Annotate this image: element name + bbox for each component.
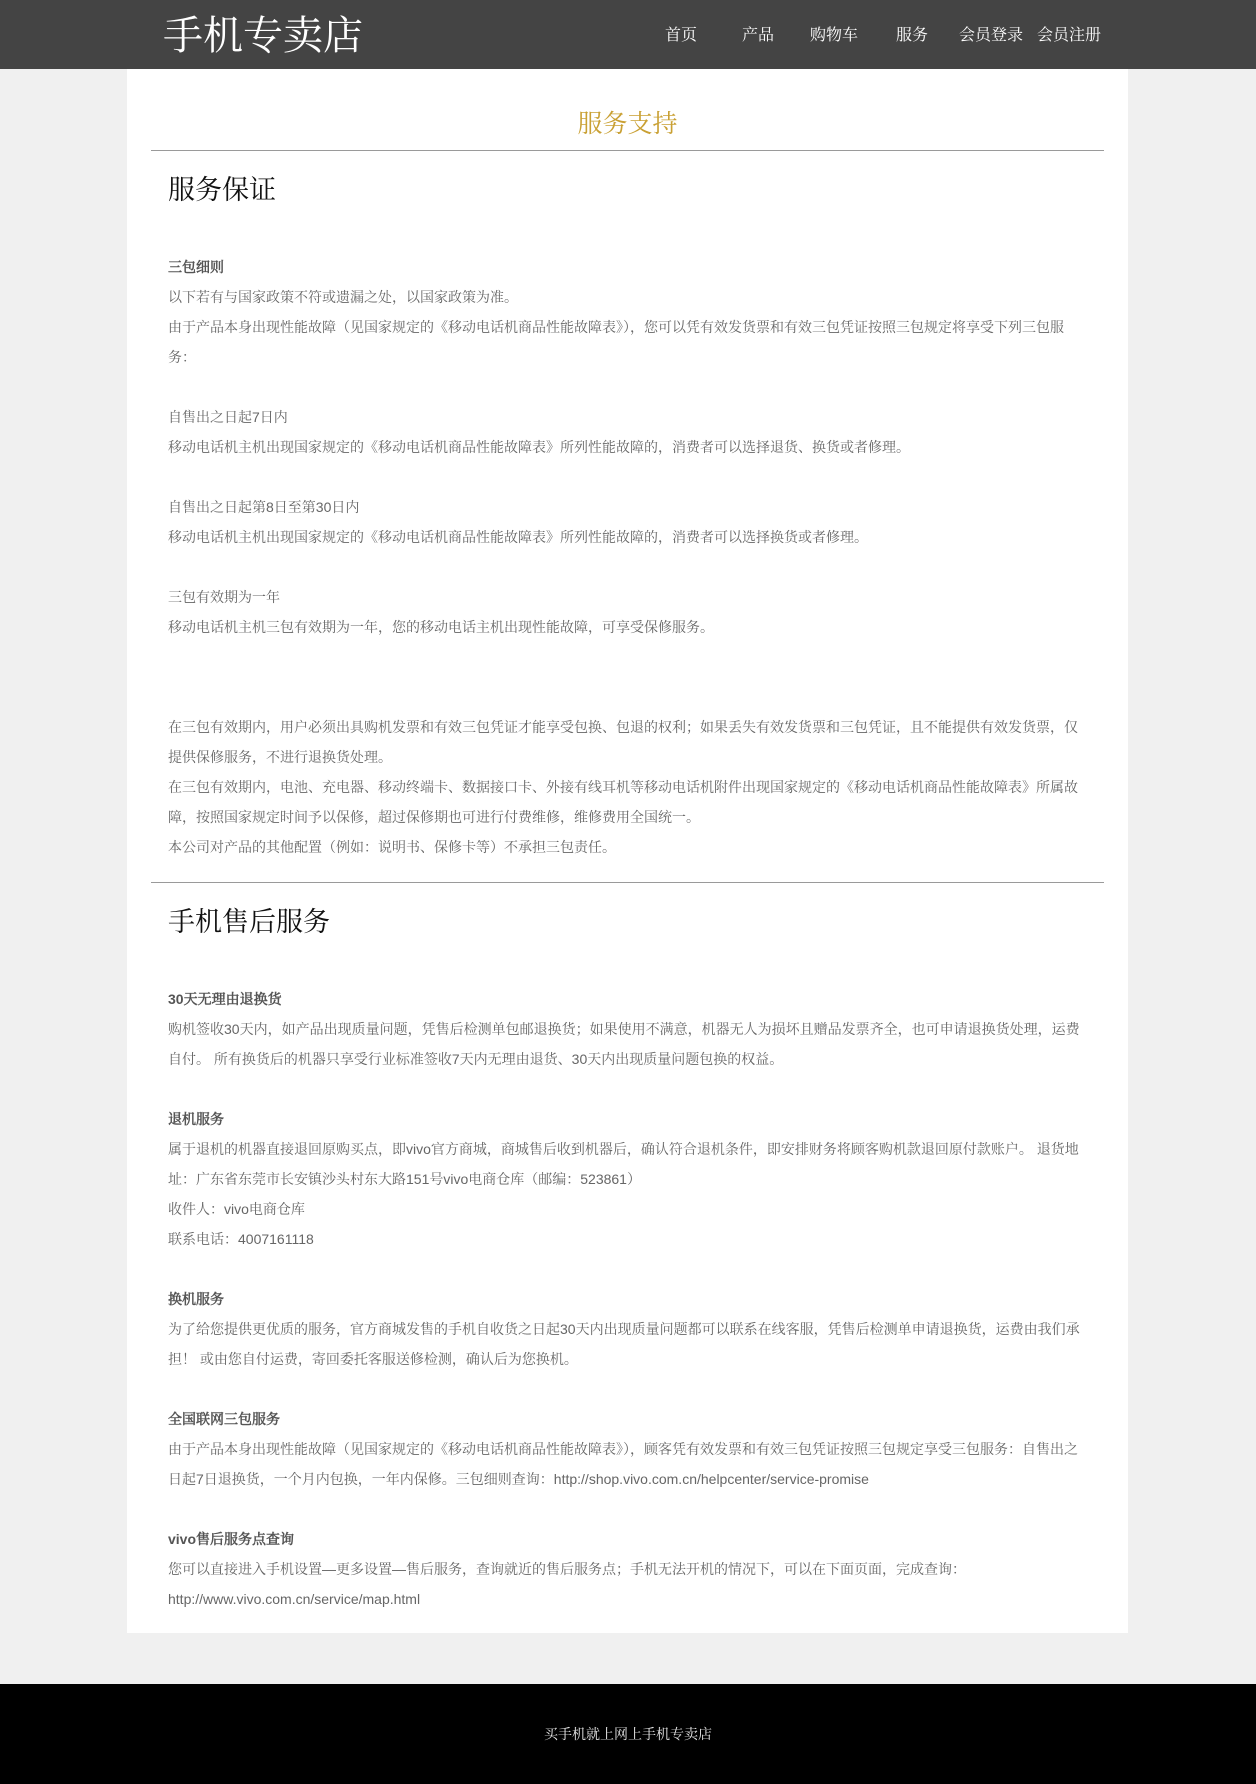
nationwide-warranty-text: 由于产品本身出现性能故障（见国家规定的《移动电话机商品性能故障表》），顾客凭有效发票和有效三包凭证按照三包规定享受三包服务：自售出之日起7日退换货，一个月内包换，一年内保修。三包细则查询： <box>168 1441 1078 1487</box>
footer-slogan: 买手机就上网上手机专卖店 <box>544 1726 712 1742</box>
period-label: 自售出之日起第8日至第30日内 <box>168 499 360 515</box>
period-text: 移动电话机主机三包有效期为一年，您的移动电话主机出现性能故障，可享受保修服务。 <box>168 619 714 635</box>
content-panel <box>127 69 1128 1633</box>
item-body-service-point-lookup <box>168 1554 1085 1614</box>
service-point-text: 您可以直接进入手机设置—更多设置—售后服务，查询就近的售后服务点；手机无法开机的情况下，可以在下面页面，完成查询： <box>168 1561 966 1577</box>
service-promise-url: http://shop.vivo.com.cn/helpcenter/service-promise <box>553 1471 869 1487</box>
note-paragraph: 在三包有效期内，电池、充电器、移动终端卡、数据接口卡、外接有线耳机等移动电话机附件出现国家规定的《移动电话机商品性能故障表》所属故障，按照国家规定时间予以保修，超过保修期也可进行付费维修，维修费用全国统一。 <box>168 779 1078 825</box>
site-footer <box>0 1684 1256 1784</box>
nav-member-register[interactable]: 会员注册 <box>1037 25 1102 44</box>
section-heading-after-sales: 手机售后服务 <box>168 907 330 938</box>
warranty-rules-subtitle: 三包细则 <box>168 259 224 275</box>
item-title-nationwide-warranty: 全国联网三包服务 <box>168 1411 280 1427</box>
nav-products[interactable]: 产品 <box>742 25 775 44</box>
title-divider <box>151 150 1104 151</box>
period-label: 自售出之日起7日内 <box>168 409 288 425</box>
item-title-return-service: 退机服务 <box>168 1111 224 1127</box>
note-paragraph: 在三包有效期内，用户必须出具购机发票和有效三包凭证才能享受包换、包退的权利；如果丢失有效发货票和三包凭证，且不能提供有效发货票，仅提供保修服务，不进行退换货处理。 <box>168 719 1078 765</box>
intro-paragraph: 由于产品本身出现性能故障（见国家规定的《移动电话机商品性能故障表》），您可以凭有效发货票和有效三包凭证按照三包规定将享受下列三包服务： <box>168 319 1064 365</box>
nav-service[interactable]: 服务 <box>896 25 929 44</box>
section-divider <box>151 882 1104 883</box>
site-logo[interactable]: 手机专卖店 <box>163 13 363 59</box>
return-recipient: 收件人：vivo电商仓库 <box>168 1201 305 1217</box>
item-body-return-service: 属于退机的机器直接退回原购买点，即vivo官方商城，商城售后收到机器后，确认符合退机条件，即安排财务将顾客购机款退回原付款账户。 退货地址：广东省东莞市长安镇沙头村东大路151号vivo电商仓库（邮编：523861） <box>168 1141 1079 1187</box>
site-header <box>0 0 1256 69</box>
item-title-30-day-return: 30天无理由退换货 <box>168 991 282 1007</box>
nav-cart[interactable]: 购物车 <box>810 25 859 44</box>
return-phone: 联系电话：4007161118 <box>168 1231 314 1247</box>
item-body-30-day-return: 购机签收30天内，如产品出现质量问题，凭售后检测单包邮退换货；如果使用不满意，机器无人为损坏且赠品发票齐全，也可申请退换货处理，运费自付。 所有换货后的机器只享受行业标准签收7天内无理由退货、30天内出现质量问题包换的权益。 <box>168 1021 1080 1067</box>
period-text: 移动电话机主机出现国家规定的《移动电话机商品性能故障表》所列性能故障的，消费者可以选择退货、换货或者修理。 <box>168 439 910 455</box>
item-body-nationwide-warranty <box>168 1434 1085 1494</box>
period-text: 移动电话机主机出现国家规定的《移动电话机商品性能故障表》所列性能故障的，消费者可以选择换货或者修理。 <box>168 529 868 545</box>
item-title-service-point-lookup: vivo售后服务点查询 <box>168 1531 295 1547</box>
section-heading-service-guarantee: 服务保证 <box>168 175 276 206</box>
intro-paragraph: 以下若有与国家政策不符或遗漏之处，以国家政策为准。 <box>168 289 518 305</box>
item-title-exchange-service: 换机服务 <box>168 1291 224 1307</box>
page-title: 服务支持 <box>577 109 678 138</box>
period-label: 三包有效期为一年 <box>168 589 280 605</box>
service-map-url: http://www.vivo.com.cn/service/map.html <box>168 1591 421 1607</box>
item-body-exchange-service: 为了给您提供更优质的服务，官方商城发售的手机自收货之日起30天内出现质量问题都可以联系在线客服，凭售后检测单申请退换货，运费由我们承担！ 或由您自付运费，寄回委托客服送修检测，确认后为您换机。 <box>168 1321 1080 1367</box>
note-paragraph: 本公司对产品的其他配置（例如：说明书、保修卡等）不承担三包责任。 <box>168 839 616 855</box>
nav-home[interactable]: 首页 <box>665 25 698 44</box>
nav-member-login[interactable]: 会员登录 <box>959 25 1024 44</box>
